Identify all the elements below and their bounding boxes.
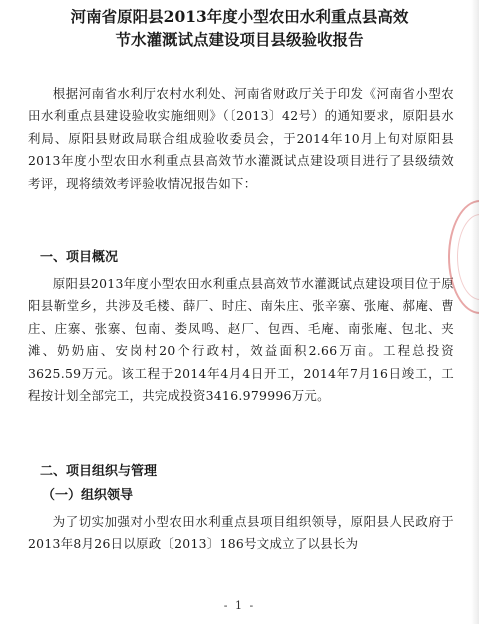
document-title-line-2: 节水灌溉试点建设项目县级验收报告 (115, 30, 364, 49)
subsection-1-heading: （一）组织领导 (42, 488, 134, 503)
page-edge-shadow (471, 0, 479, 624)
section-1-heading: 一、项目概况 (40, 250, 119, 265)
section-2-heading: 二、项目组织与管理 (40, 464, 158, 479)
seal-inner-ring (457, 214, 479, 300)
page-number: - 1 - (223, 599, 256, 612)
section-1-paragraph: 原阳县2013年度小型农田水利重点县高效节水灌溉试点建设项目位于原阳县靳堂乡，共涉及毛楼、薛厂、时庄、南朱庄、张辛寨、张庵、郝庵、曹庄、庄寨、张寨、包南、娄凤鸣、赵厂、包西、毛庵、南张庵、包北、夹滩、奶奶庙、安岗村20个行政村，效益面积2.66万亩。工程总投资3625.59万元。该工程于2014年4月4日开工，2014年7月16日竣工，工程按计划全部完工，共完成投资3416.979996万元。 (28, 276, 454, 404)
document-title-line-1: 河南省原阳县2013年度小型农田水利重点县高效 (70, 7, 409, 26)
intro-paragraph: 根据河南省水利厅农村水利处、河南省财政厅关于印发《河南省小型农田水利重点县建设验收实施细则》（〔2013〕42号）的通知要求，原阳县水利局、原阳县财政局联合组成验收委员会，于2014年10月上旬对原阳县2013年度小型农田水利重点县高效节水灌溉试点建设项目进行了县级绩效考评，现将绩效考评验收情况报告如下： (28, 86, 454, 191)
subsection-1-paragraph: 为了切实加强对小型农田水利重点县项目组织领导，原阳县人民政府于2013年8月26日以原政〔2013〕186号文成立了以县长为 (28, 514, 454, 552)
